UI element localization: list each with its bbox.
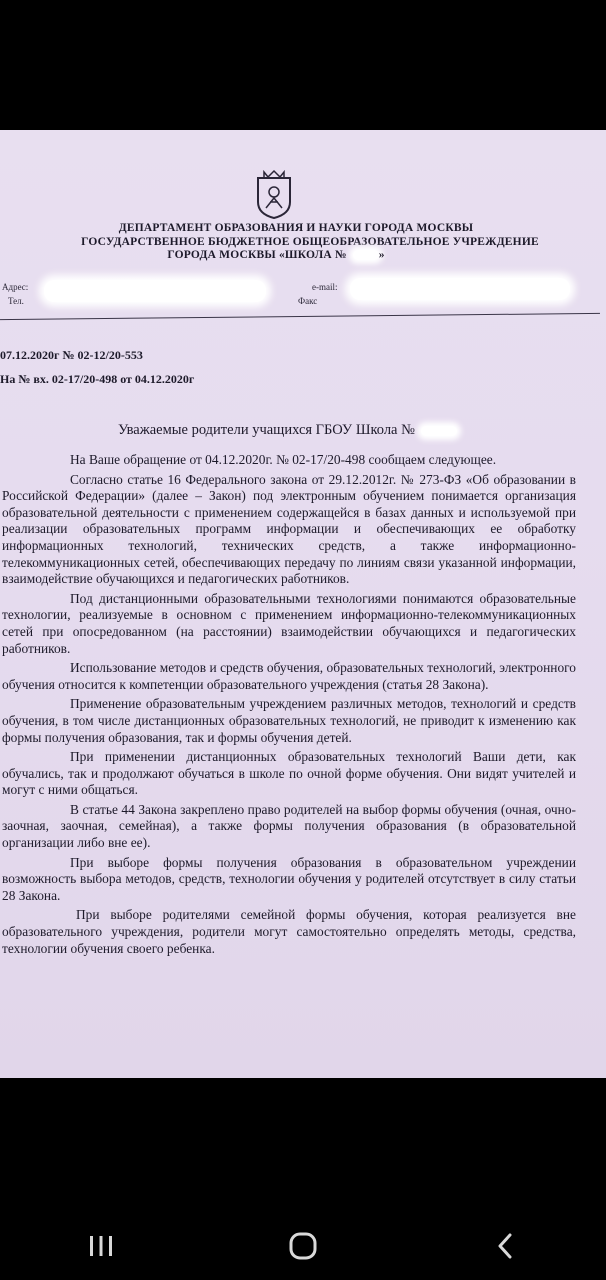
paragraph: В статье 44 Закона закреплено право родителей на выбор формы обучения (очная, очно-заочная, заочная, семейная), а также формы получения образования (в образовательной организации либо вне ее). xyxy=(2,801,576,851)
org-line-2: ГОСУДАРСТВЕННОЕ БЮДЖЕТНОЕ ОБЩЕОБРАЗОВАТЕЛЬНОЕ УЧРЕЖДЕНИЕ xyxy=(81,235,539,248)
email-redaction xyxy=(350,278,570,300)
organization-header xyxy=(40,222,580,263)
paragraph: Согласно статье 16 Федерального закона от 29.12.2012г. № 273-ФЗ «Об образовании в Российской Федерации» (далее – Закон) под электронным обучением понимается организация образовательной деятельности с применением содержащейся в базах данных и используемой при реализации образовательных программ информации и обеспечивающих ее обработку информационных технологий, технических средств, а также информационно-телекоммуникационных сетей, обеспечивающих передачу по линиям связи указанной информации, взаимодействие обучающихся и педагогических работников. xyxy=(2,471,576,587)
recent-apps-icon xyxy=(87,1234,115,1258)
greeting xyxy=(118,422,457,439)
address-label: Адрес: xyxy=(2,282,29,292)
moscow-coat-of-arms-icon xyxy=(252,166,296,222)
paragraph: Использование методов и средств обучения, образовательных технологий, электронного обучения относится к компетенции образовательного учреждения (статья 28 Закона). xyxy=(2,660,576,692)
home-icon xyxy=(288,1231,318,1261)
paragraph: При выборе родителями семейной формы обучения, которая реализуется вне образовательного учреждения, родители могут самостоятельно определять методы, средства, технологии обучения своего ребенка. xyxy=(2,907,576,956)
recent-apps-button[interactable] xyxy=(61,1221,141,1271)
paragraph: Применение образовательным учреждением различных методов, технологий и средств обучения, в том числе дистанционных образовательных технологий, не приводит к изменению как формы получения образования, так и формы обучения детей. xyxy=(2,696,576,745)
email-label: e-mail: xyxy=(312,282,338,292)
redaction xyxy=(353,250,379,260)
back-button[interactable] xyxy=(465,1221,545,1271)
fax-label: Факс xyxy=(298,296,318,306)
letter-body xyxy=(2,452,576,960)
home-button[interactable] xyxy=(263,1221,343,1271)
outgoing-reference: 07.12.2020г № 02-12/20-553 xyxy=(0,348,143,362)
android-navigation-bar xyxy=(0,1212,606,1280)
header-rule xyxy=(0,313,600,320)
document-photo xyxy=(0,130,606,1078)
org-line-3 xyxy=(6,249,546,263)
org-line-3-end: » xyxy=(378,249,385,261)
greeting-text: Уважаемые родители учащихся ГБОУ Школа № xyxy=(118,422,415,438)
paragraph: На Ваше обращение от 04.12.2020г. № 02-17/20-498 сообщаем следующее. xyxy=(70,452,497,467)
paragraph: Под дистанционными образовательными технологиями понимаются образовательные технологии, реализуемые в основном с применением информационно-телекоммуникационных сетей при опосредованном (на расстоянии) взаимодействии обучающихся и педагогических работников. xyxy=(2,590,576,656)
back-icon xyxy=(495,1232,515,1260)
address-redaction xyxy=(44,280,266,302)
paragraph: При выборе формы получения образования в образовательном учреждении возможность выбора методов, средств, технологии обучения у родителей отсутствует в силу статьи 28 Закона. xyxy=(2,854,576,903)
org-line-1: ДЕПАРТАМЕНТ ОБРАЗОВАНИЯ И НАУКИ ГОРОДА МОСКВЫ xyxy=(118,222,474,234)
incoming-reference: На № вх. 02-17/20-498 от 04.12.2020г xyxy=(0,372,195,386)
letter xyxy=(0,130,606,1078)
greeting-redaction xyxy=(421,426,457,436)
phone-label: Тел. xyxy=(8,296,24,306)
org-line-3-text: ГОРОДА МОСКВЫ «ШКОЛА № xyxy=(167,249,347,261)
paragraph: При применении дистанционных образовательных технологий Ваши дети, как обучались, так и продолжают обучаться в школе по очной форме обучения. Они видят учителей и могут с ними общаться. xyxy=(2,749,576,798)
